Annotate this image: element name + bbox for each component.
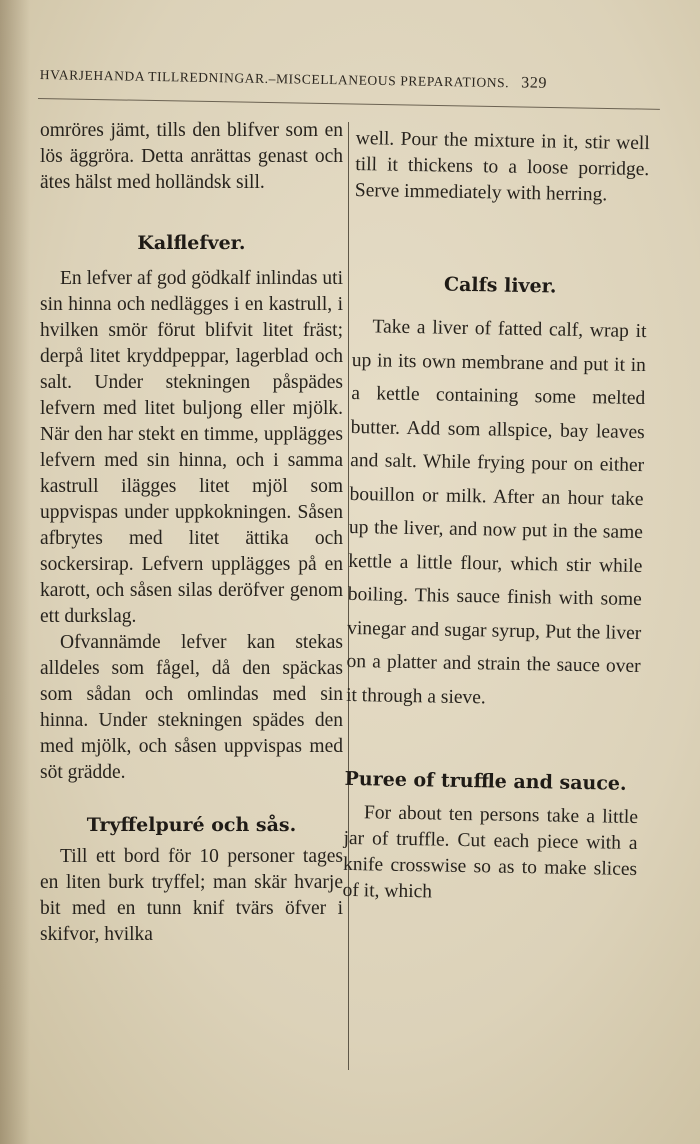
english-recipe2-title: Puree of truffle and sauce. xyxy=(344,767,627,795)
english-recipe1-paragraph1: Take a liver of fatted calf, wrap it up in its own membrane and put it in a kettle containing some melted butter. Add som allspice, bay leaves and salt. While frying pour on either bouillon or milk. After an hour take up the liver, and now put in the same kettle a little flour, which stir while boiling. This sauce finish with some vinegar and sugar syrup, Put the liver on a platter and strain the sauce over it through a sieve. xyxy=(345,316,647,708)
english-column xyxy=(342,126,650,909)
english-intro-paragraph: well. Pour the mixture in it, stir well till it thickens to a loose porridge. Serve immediately with herring. xyxy=(354,127,650,206)
running-title: HVARJEHANDA TILLREDNINGAR.–MISCELLANEOUS PREPARATIONS. xyxy=(39,66,510,91)
english-recipe2-paragraph1: For about ten persons take a little jar of truffle. Cut each piece with a knife crosswise so as to make slices of it, which xyxy=(342,802,639,903)
swedish-recipe1-paragraph1: En lefver af god gödkalf inlindas uti sin hinna och nedlägges i en kastrull, i hvilken smör förut blifvit litet fräst; derpå litet kryddpeppar, lagerblad och salt. Under stekningen påspädes lefvern med litet buljong eller mjölk. När den har stekt en timme, upplägges lefvern med sin hinna, och i samma kastrull ilägges litet mjöl som uppvispas under uppkokningen. Såsen afbrytes med litet ättika och sockersirap. Lefvern upplägges på en karott, och såsen silas deröfver genom ett durkslag. xyxy=(40,268,343,627)
english-recipe1-title: Calfs liver. xyxy=(443,273,557,298)
swedish-column xyxy=(40,118,343,948)
swedish-intro-paragraph: omröres jämt, tills den blifver som en lös äggröra. Detta anrättas genast och ätes hälst med holländsk sill. xyxy=(40,120,343,193)
running-header xyxy=(40,66,660,95)
header-rule xyxy=(38,98,660,110)
page-number: 329 xyxy=(521,74,548,92)
swedish-recipe1-paragraph2: Ofvannämde lefver kan stekas alldeles som fågel, då den späckas som sådan och omlindas med sin hinna. Under stekningen spädes den med mjölk, och såsen uppvispas med söt grädde. xyxy=(40,632,343,783)
swedish-recipe2-title: Tryffelpuré och sås. xyxy=(86,814,297,836)
page-spine-shadow xyxy=(0,0,30,1144)
swedish-recipe2-paragraph1: Till ett bord för 10 personer tages en liten burk tryffel; man skär hvarje bit med en tunn knif tvärs öfver i skifvor, hvilka xyxy=(40,846,343,945)
swedish-recipe1-title: Kalflefver. xyxy=(137,232,246,254)
